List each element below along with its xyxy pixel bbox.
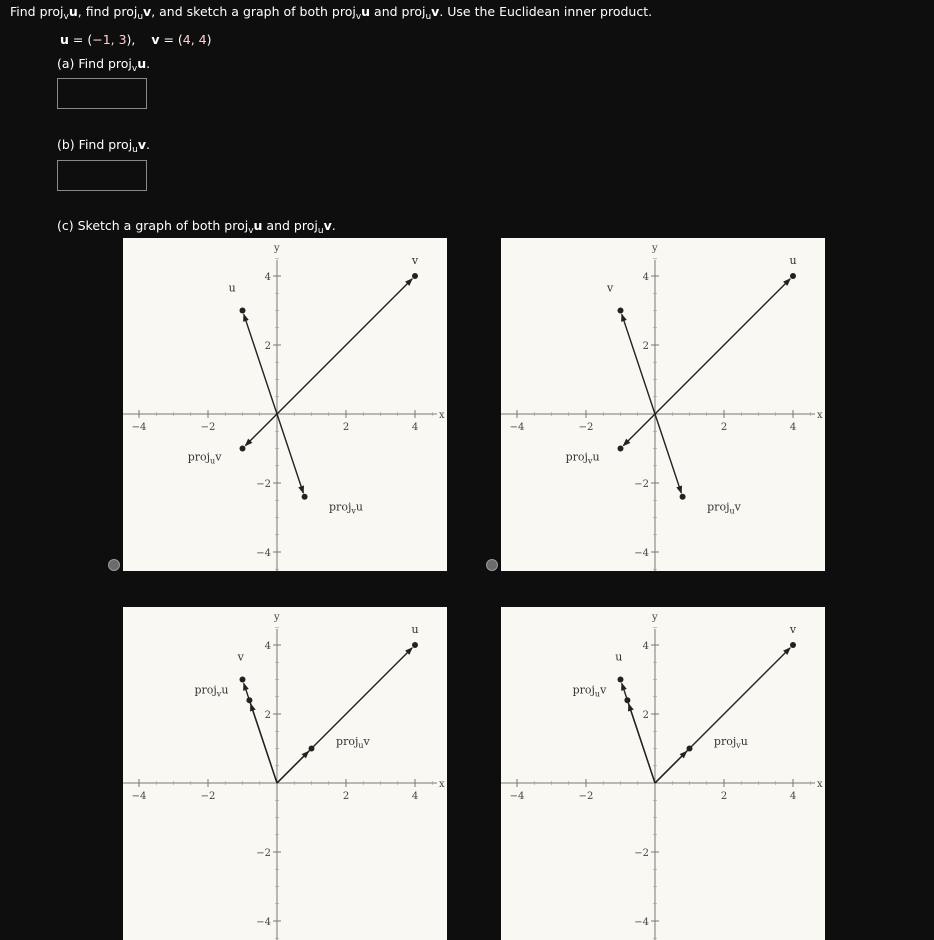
vector-u-label: u	[411, 622, 419, 636]
vector-u-endpoint	[240, 308, 246, 314]
x-tick-label: −4	[131, 791, 147, 802]
vector-v-endpoint	[240, 677, 246, 683]
y-axis-label: y	[274, 243, 280, 254]
y-tick-label: −4	[256, 917, 271, 928]
y-tick-label: −4	[256, 548, 271, 559]
vector-proj-v-u-label: proj$_v$u	[329, 500, 363, 516]
y-axis-label: y	[652, 243, 658, 254]
vector-u-label: u	[789, 253, 797, 267]
y-axis-label: y	[274, 612, 280, 623]
question-text: Find proj$_v$u, find proj$_u$v, and sketch a graph of both proj$_v$u and proj$_u$v. Use the Euclidean inner product.	[10, 4, 653, 22]
vector-v-endpoint	[790, 642, 796, 648]
y-axis-label: y	[652, 612, 658, 623]
y-tick-label: 2	[264, 710, 271, 721]
x-tick-label: 2	[720, 422, 728, 433]
vector-proj-u-v-endpoint	[240, 446, 246, 452]
x-tick-label: 2	[342, 791, 350, 802]
vector-proj-u-v	[245, 414, 277, 446]
x-tick-label: 4	[789, 422, 797, 433]
x-tick-label: 4	[789, 791, 797, 802]
vector-v-endpoint	[618, 308, 624, 314]
vector-u-label: u	[228, 281, 236, 295]
y-tick-label: 4	[264, 272, 271, 283]
vector-u-label: u	[615, 650, 623, 664]
vector-proj-v-u	[623, 414, 655, 446]
vector-u-endpoint	[618, 677, 624, 683]
graph-3-plot	[123, 607, 447, 940]
x-tick-label: 2	[342, 422, 350, 433]
vector-proj-v-u-endpoint	[246, 697, 252, 703]
x-tick-label: −4	[509, 422, 525, 433]
vector-v-label: v	[789, 622, 797, 636]
vector-v-label: v	[607, 281, 614, 295]
vector-proj-v-u-endpoint	[302, 494, 308, 500]
vector-u-endpoint	[790, 273, 796, 279]
graph-option-4[interactable]	[501, 607, 825, 940]
vector-proj-v-u-endpoint	[687, 746, 693, 752]
x-tick-label: −4	[131, 422, 147, 433]
part-a-label: (a) Find proj$_v$u.	[57, 56, 151, 74]
vector-proj-v-u-endpoint	[618, 446, 624, 452]
y-tick-label: 4	[642, 272, 649, 283]
vector-v-endpoint	[412, 273, 418, 279]
x-axis-label: x	[817, 410, 823, 421]
vector-u	[244, 314, 277, 414]
vector-proj-u-v-label: proj$_u$v	[336, 735, 370, 751]
x-tick-label: −2	[200, 791, 216, 802]
vector-v-label: v	[411, 253, 419, 267]
x-tick-label: 4	[411, 422, 419, 433]
vector-proj-v-u-label: proj$_v$u	[194, 683, 229, 699]
x-tick-label: −2	[200, 422, 216, 433]
graph-option-2[interactable]	[501, 238, 825, 571]
graph-option-3[interactable]	[123, 607, 447, 940]
y-tick-label: −2	[256, 848, 271, 859]
y-tick-label: −2	[634, 848, 649, 859]
y-tick-label: −2	[256, 479, 271, 490]
vector-proj-u-v-endpoint	[680, 494, 686, 500]
x-axis-label: x	[439, 779, 445, 790]
x-axis-label: x	[439, 410, 445, 421]
x-tick-label: −2	[578, 422, 594, 433]
vector-v	[277, 279, 412, 414]
y-tick-label: 2	[642, 341, 649, 352]
x-tick-label: 2	[720, 791, 728, 802]
graph-option-1[interactable]	[123, 238, 447, 571]
x-axis-label: x	[817, 779, 823, 790]
given-vectors: u = (−1, 3), v = (4, 4)	[60, 32, 212, 47]
vector-proj-u-v-label: proj$_u$v	[572, 683, 607, 699]
y-tick-label: 2	[264, 341, 271, 352]
vector-u-endpoint	[412, 642, 418, 648]
x-tick-label: −2	[578, 791, 594, 802]
y-tick-label: 2	[642, 710, 649, 721]
part-a-answer-input[interactable]	[57, 78, 147, 109]
y-tick-label: −4	[634, 548, 649, 559]
y-tick-label: −4	[634, 917, 649, 928]
part-c-label: (c) Sketch a graph of both proj$_v$u and proj$_u$v.	[57, 218, 336, 236]
x-tick-label: −4	[509, 791, 525, 802]
vector-proj-u-v-label: proj$_u$v	[187, 450, 222, 466]
vector-proj-v-u	[277, 414, 303, 493]
vector-v	[622, 314, 655, 414]
part-b-label: (b) Find proj$_u$v.	[57, 137, 151, 155]
vector-proj-u-v	[655, 414, 681, 493]
x-tick-label: 4	[411, 791, 419, 802]
vector-proj-u-v	[277, 751, 309, 783]
vector-proj-v-u-label: proj$_v$u	[713, 735, 748, 751]
graph-4-plot	[501, 607, 825, 940]
graph-1-plot	[123, 238, 447, 571]
vector-proj-u-v-endpoint	[624, 697, 630, 703]
part-b-answer-input[interactable]	[57, 160, 147, 191]
graph-2-plot	[501, 238, 825, 571]
y-tick-label: 4	[642, 641, 649, 652]
vector-proj-u-v-label: proj$_u$v	[707, 500, 741, 516]
graph-2-radio[interactable]	[486, 559, 498, 571]
vector-v-label: v	[237, 650, 244, 664]
y-tick-label: 4	[264, 641, 271, 652]
y-tick-label: −2	[634, 479, 649, 490]
vector-proj-v-u	[655, 751, 687, 783]
vector-proj-v-u-label: proj$_v$u	[565, 450, 600, 466]
vector-proj-u-v-endpoint	[309, 746, 315, 752]
vector-u	[655, 279, 790, 414]
graph-1-radio[interactable]	[108, 559, 120, 571]
